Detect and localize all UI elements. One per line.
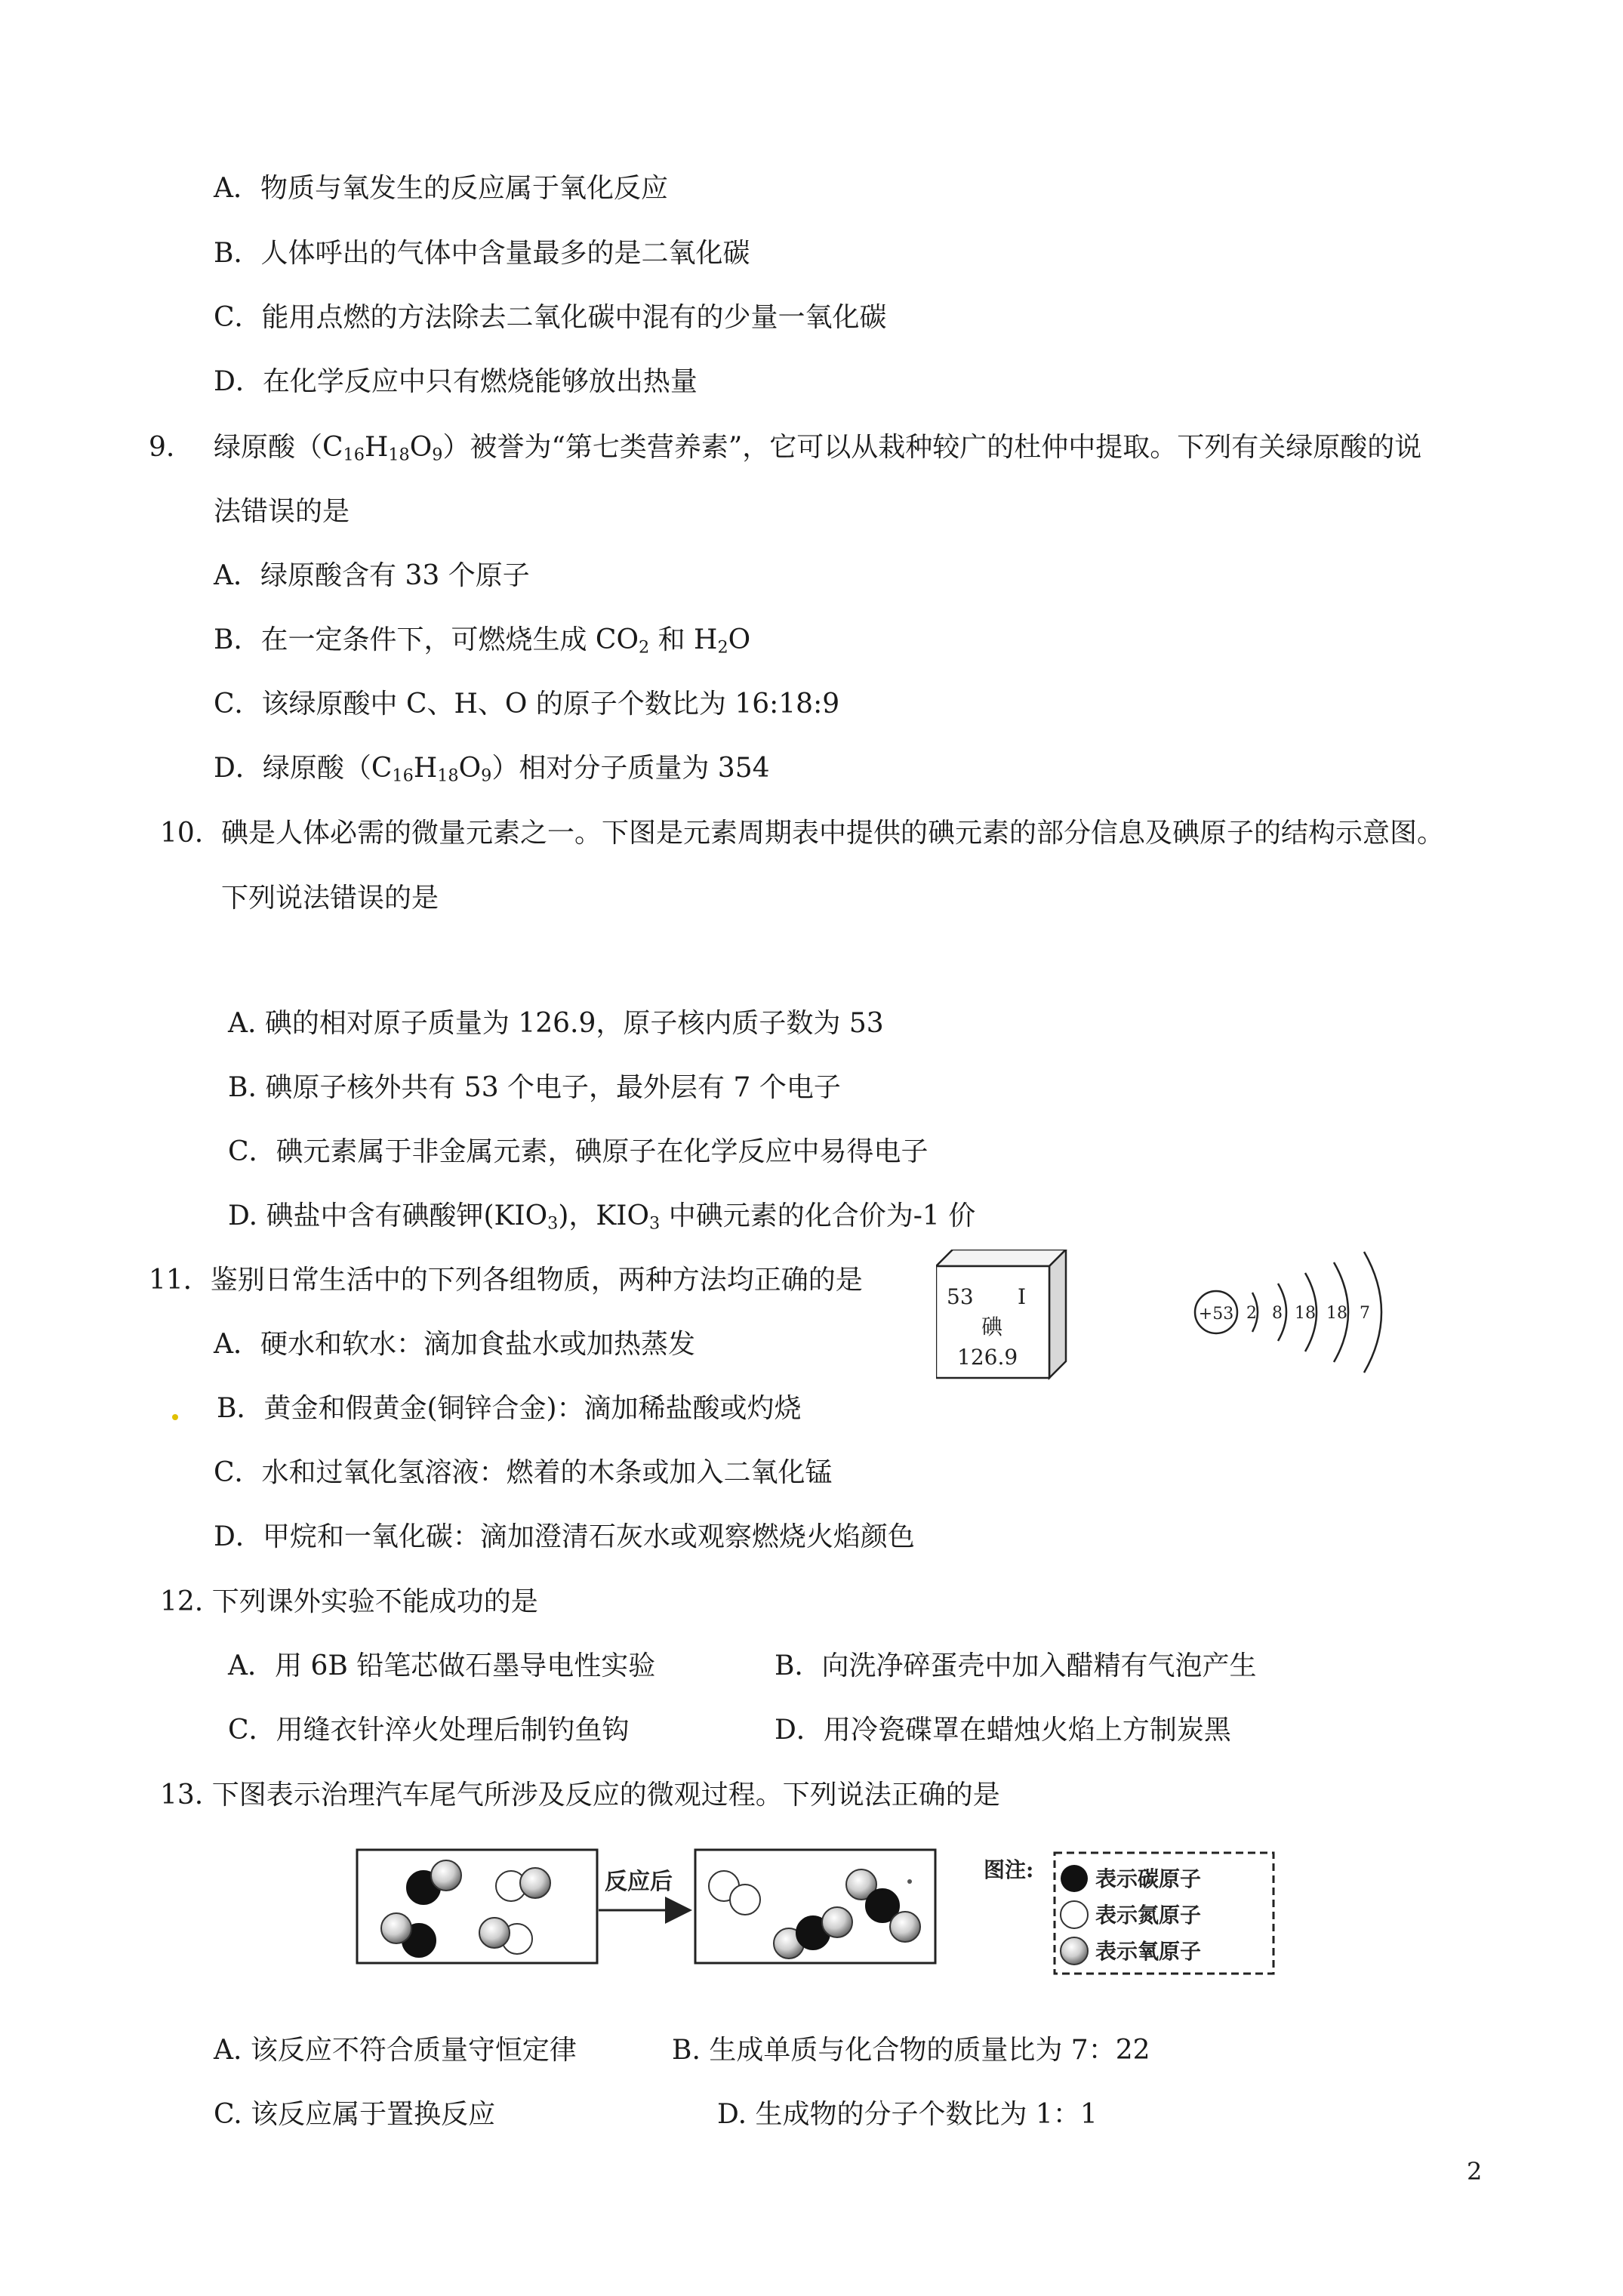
oxygen-atom [520,1868,550,1898]
q11-stem: 11．鉴别日常生活中的下列各组物质，两种方法均正确的是 [149,1265,863,1296]
q13-option-c: C. 该反应属于置换反应 [214,2099,496,2130]
legend-nitrogen-label: 表示氮原子 [1095,1903,1202,1928]
q12-option-c: C．用缝衣针淬火处理后制钓鱼钩 [228,1715,630,1746]
shell-electrons-4: 18 [1326,1304,1347,1323]
q9-stem-line2: 法错误的是 [214,496,350,527]
q8-option-c: C．能用点燃的方法除去二氧化碳中混有的少量一氧化碳 [214,302,887,333]
page-number: 2 [1467,2157,1483,2186]
q9-option-d: D．绿原酸$(C_{16}H_{18}O_9)$相对分子质量为 354 [214,753,770,786]
yellow-dot-mark [172,1414,178,1420]
q12-stem: 12. 下列课外实验不能成功的是 [160,1586,538,1617]
shell-electrons-3: 18 [1295,1304,1316,1323]
q11-option-a: A．硬水和软水：滴加食盐水或加热蒸发 [214,1329,695,1360]
q10-stem-line2: 下列说法错误的是 [221,883,439,914]
iodine-name: 碘 [981,1314,1003,1339]
legend-carbon-icon [1061,1865,1088,1892]
nucleus-charge: +53 [1198,1305,1234,1324]
q10-option-b: B. 碘原子核外共有 53 个电子，最外层有 7 个电子 [228,1072,841,1103]
q13-stem: 13. 下图表示治理汽车尾气所涉及反应的微观过程。下列说法正确的是 [160,1780,1000,1811]
iodine-atom-structure [1189,1246,1415,1382]
q12-option-a: A．用 6B 铅笔芯做石墨导电性实验 [228,1650,656,1681]
oxygen-atom [479,1918,510,1948]
q11-option-b: B．黄金和假黄金(铜锌合金)：滴加稀盐酸或灼烧 [217,1393,802,1424]
reaction-diagram [351,1842,1287,1978]
shell-electrons-2: 8 [1272,1304,1283,1323]
shell-electrons-5: 7 [1360,1304,1370,1323]
oxygen-atom [431,1860,461,1891]
q8-option-d: D．在化学反应中只有燃烧能够放出热量 [214,366,698,397]
q10-number: 10. [160,818,204,849]
q9-option-b: B．在一定条件下，可燃烧生成 $CO_2$ 和 $H_2O$ [214,624,751,658]
nitrogen-atom [730,1885,760,1915]
arrow-label: 反应后 [605,1869,673,1895]
q11-option-c: C．水和过氧化氢溶液：燃着的木条或加入二氧化锰 [214,1457,833,1488]
q8-option-a: A．物质与氧发生的反应属于氧化反应 [214,173,668,204]
oxygen-atom [890,1912,920,1942]
q10-option-d: D. 碘盐中含有碘酸钾$(KIO_3)$，$KIO_3$ 中碘元素的化合价为-1 价 [228,1200,976,1234]
legend-oxygen-label: 表示氧原子 [1095,1939,1202,1964]
iodine-element-cell [936,1250,1072,1382]
q12-option-b: B．向洗净碎蛋壳中加入醋精有气泡产生 [775,1650,1257,1681]
q10-option-c: C．碘元素属于非金属元素，碘原子在化学反应中易得电子 [228,1136,929,1167]
legend-oxygen-icon [1061,1937,1088,1965]
legend-title: 图注: [984,1857,1034,1882]
shell-electrons-1: 2 [1246,1304,1257,1323]
legend-carbon-label: 表示碳原子 [1095,1866,1202,1891]
iodine-symbol: I [1018,1284,1027,1309]
oxygen-atom [822,1907,852,1937]
reactants-box [357,1850,597,1963]
iodine-atomic-number: 53 [947,1284,974,1309]
q9-option-a: A．绿原酸含有 33 个原子 [214,560,530,591]
iodine-mass: 126.9 [957,1345,1018,1370]
q13-option-d: D. 生成物的分子个数比为 1：1 [717,2099,1098,2130]
legend-nitrogen-icon [1061,1901,1088,1928]
q12-option-d: D．用冷瓷碟罩在蜡烛火焰上方制炭黑 [775,1715,1231,1746]
q10-stem-line1: 碘是人体必需的微量元素之一。下图是元素周期表中提供的碘元素的部分信息及碘原子的结构示意图。 [221,818,1445,849]
q8-option-b: B．人体呼出的气体中含量最多的是二氧化碳 [214,238,750,269]
q11-option-d: D．甲烷和一氧化碳：滴加澄清石灰水或观察燃烧火焰颜色 [214,1521,915,1552]
speck-mark [907,1879,912,1884]
q10-option-a: A. 碘的相对原子质量为 126.9，原子核内质子数为 53 [228,1008,884,1039]
q13-option-a: A. 该反应不符合质量守恒定律 [214,2035,577,2066]
cell-top-face [936,1250,1066,1266]
q9-number: 9. [149,432,175,463]
q13-option-b: B. 生成单质与化合物的质量比为 7：22 [672,2035,1150,2066]
q9-stem-line1: 绿原酸$(C_{16}H_{18}O_9)$被誉为“第七类营养素”，它可以从栽种较广的杜仲中提取。下列有关绿原酸的说 [214,432,1422,465]
cell-side-face [1049,1250,1066,1378]
q9-option-c: C．该绿原酸中 C、H、O 的原子个数比为 16:18:9 [214,689,840,720]
oxygen-atom [381,1913,411,1943]
